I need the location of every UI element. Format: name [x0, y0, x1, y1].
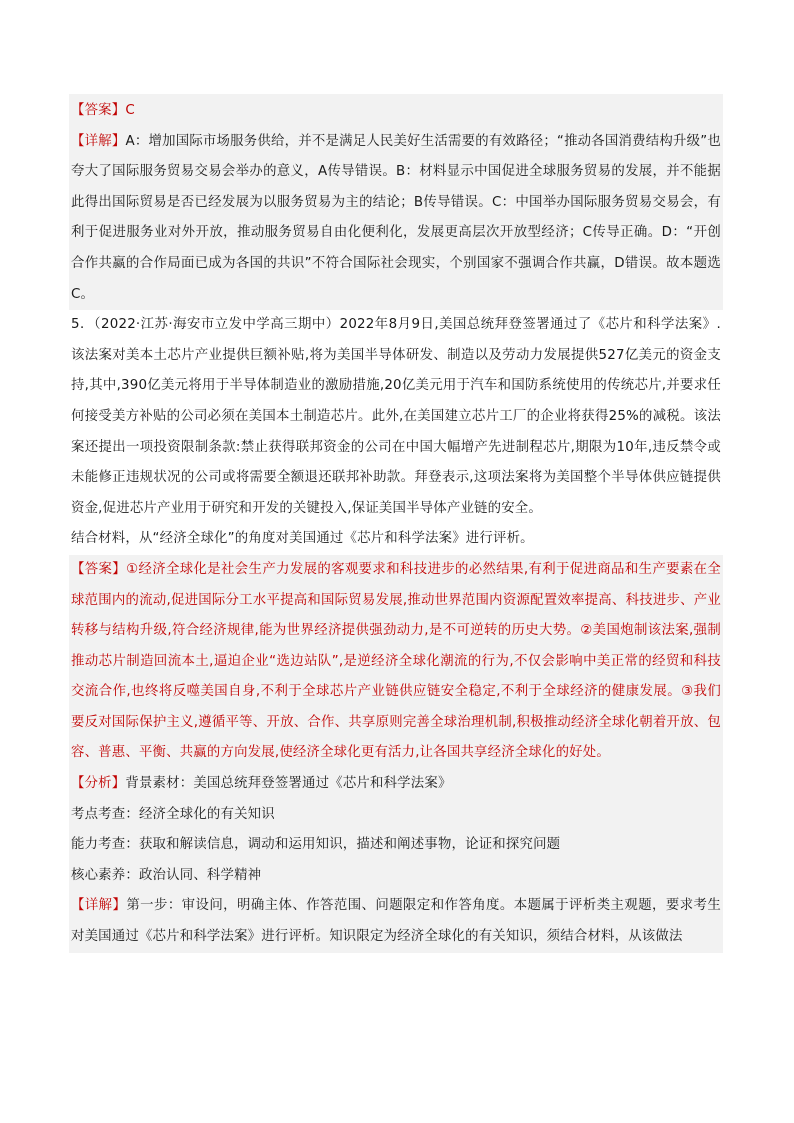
analysis-nengli: 能力考查：获取和解读信息，调动和运用知识，描述和阐述事物，论证和探究问题 [71, 837, 561, 853]
answer-tag-2: 【答案】 [71, 561, 127, 577]
analysis-background-text: 背景素材：美国总统拜登签署通过《芯片和科学法案》 [125, 776, 452, 792]
analysis-suyang: 核心素养：政治认同、科学精神 [71, 867, 262, 883]
document-body [69, 94, 723, 953]
answer-line-1 [71, 96, 721, 127]
question-5 [69, 310, 723, 555]
analysis-kaodian: 考点考查：经济全球化的有关知识 [71, 806, 275, 822]
analysis-tag: 【分析】 [71, 776, 126, 792]
analysis-background [71, 769, 721, 800]
detail-block-1 [69, 127, 723, 311]
answer-text-2: ①经济全球化是社会生产力发展的客观要求和科技进步的必然结果,有利于促进商品和生产要素在全球范围内的流动,促进国际分工水平提高和国际贸易发展,推动世界范围内资源配置效率提高、科技进步、产业转移与结构升级,符合经济规律,能为世界经济提供强劲动力,是不可逆转的历史大势。②美国炮制该法案,强制推动芯片制造回流本土,逼迫企业“选边站队”,是逆经济全球化潮流的行为,不仅会影响中美正常的经贸和科技交流合作,也终将反噬美国自身,不利于全球芯片产业链供应链安全稳定,不利于全球经济的健康发展。③我们要反对国际保护主义,遵循平等、开放、合作、共享原则完善全球治理机制,积极推动经济全球化朝着开放、包容、普惠、平衡、共赢的方向发展,使经济全球化更有活力,让各国共享经济全球化的好处。 [71, 561, 721, 761]
detail-text-2: 第一步：审设问，明确主体、作答范围、问题限定和作答角度。本题属于评析类主观题，要求考生对美国通过《芯片和科学法案》进行评析。知识限定为经济全球化的有关知识，须结合材料，从该做法 [71, 898, 721, 945]
detail-tag-1: 【详解】 [71, 133, 126, 149]
answer-block-2 [69, 555, 723, 769]
detail-tag-2: 【详解】 [71, 898, 127, 914]
question-5-prompt: 结合材料，从“经济全球化”的角度对美国通过《芯片和科学法案》进行评析。 [71, 531, 534, 547]
detail-text-1: A：增加国际市场服务供给，并不是满足人民美好生活需要的有效路径；“推动各国消费结构升级”也夸大了国际服务贸易交易会举办的意义，A传导错误。B：材料显示中国促进全球服务贸易的发展，并不能据此得出国际贸易是否已经发展为以服务贸易为主的结论；B传导错误。C：中国举办国际服务贸易交易会，有利于促进服务业对外开放，推动服务贸易自由化便利化，发展更高层次开放型经济；C传导正确。D：“开创合作共赢的合作局面已成为各国的共识”不符合国际社会现实，个别国家不强调合作共赢，D错误。故本题选C。 [71, 133, 721, 302]
answer-tag-1: 【答案】 [71, 103, 126, 118]
analysis-block [69, 769, 723, 891]
answer-value-1: C [125, 103, 135, 118]
detail-block-2 [69, 891, 723, 952]
answer-block-1 [69, 94, 723, 127]
question-5-text: 5．（2022·江苏·海安市立发中学高三期中）2022年8月9日,美国总统拜登签署通过了《芯片和科学法案》.该法案对美本土芯片产业提供巨额补贴,将为美国半导体研发、制造以及劳动力发展提供527亿美元的资金支持,其中,390亿美元将用于半导体制造业的激励措施,20亿美元用于汽车和国防系统使用的传统芯片,并要求任何接受美方补贴的公司必须在美国本土制造芯片。此外,在美国建立芯片工厂的企业将获得25%的减税。该法案还提出一项投资限制条款:禁止获得联邦资金的公司在中国大幅增产先进制程芯片,期限为10年,违反禁令或未能修正违规状况的公司或将需要全额退还联邦补助款。拜登表示,这项法案将为美国整个半导体供应链提供资金,促进芯片产业用于研究和开发的关键投入,保证美国半导体产业链的安全。 [71, 317, 721, 516]
